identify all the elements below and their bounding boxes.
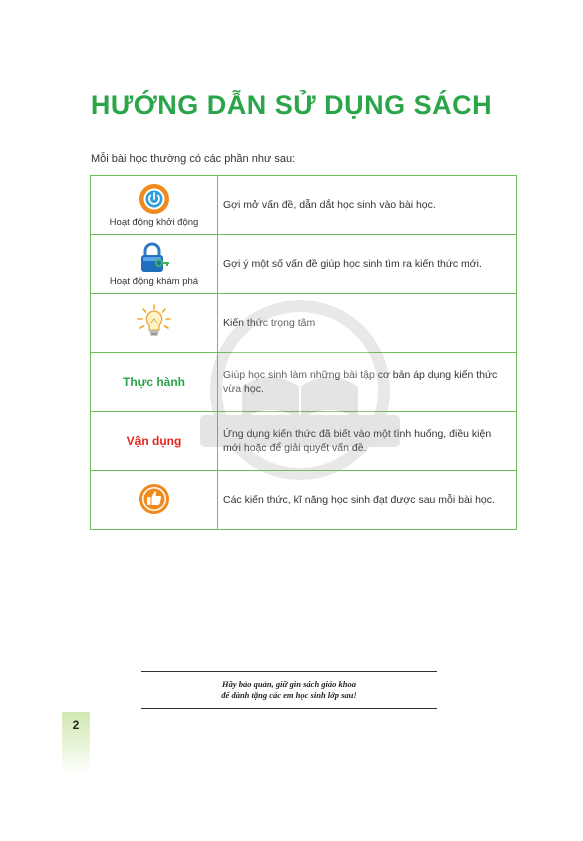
table-row [91,353,517,412]
icon-cell [91,235,218,294]
page-title: HƯỚNG DẪN SỬ DỤNG SÁCH [90,90,493,120]
padlock-key-icon [137,242,171,274]
table-row [91,235,517,294]
row-description: Gợi ý một số vấn đề giúp học sinh tìm ra kiến thức mới. [218,235,517,294]
power-button-icon [138,183,170,215]
icon-cell [91,412,218,471]
page-number: 2 [72,718,80,732]
practice-label: Thực hành [122,375,186,389]
icon-cell [91,294,218,353]
row-description: Gợi mở vấn đề, dẫn dắt học sinh vào bài học. [218,176,517,235]
lightbulb-icon [135,303,173,341]
page-number-tab [62,712,90,774]
footer-line-1: Hãy bảo quản, giữ gìn sách giáo khoa [221,679,357,689]
row-description: Ứng dụng kiến thức đã biết vào một tình huống, điều kiện mới hoặc để giải quyết vấn đề. [218,412,517,471]
icon-cell [91,471,218,530]
guide-table [90,175,517,530]
table-row [91,471,517,530]
icon-cell [91,353,218,412]
apply-label: Vận dụng [126,434,182,448]
row-label: Hoạt động khởi động [109,216,199,228]
footer-note [141,671,437,709]
table-row [91,176,517,235]
footer-line-2: để dành tặng các em học sinh lớp sau! [221,690,357,700]
row-description: Giúp học sinh làm những bài tập cơ bản áp dụng kiến thức vừa học. [218,353,517,412]
table-row [91,294,517,353]
icon-cell [91,176,218,235]
row-label: Hoạt động khám phá [109,275,199,287]
thumbs-up-icon [138,483,170,515]
row-description: Các kiến thức, kĩ năng học sinh đạt được sau mỗi bài học. [218,471,517,530]
row-description: Kiến thức trọng tâm [218,294,517,353]
table-row [91,412,517,471]
intro-text: Mỗi bài học thường có các phần như sau: [91,153,296,165]
